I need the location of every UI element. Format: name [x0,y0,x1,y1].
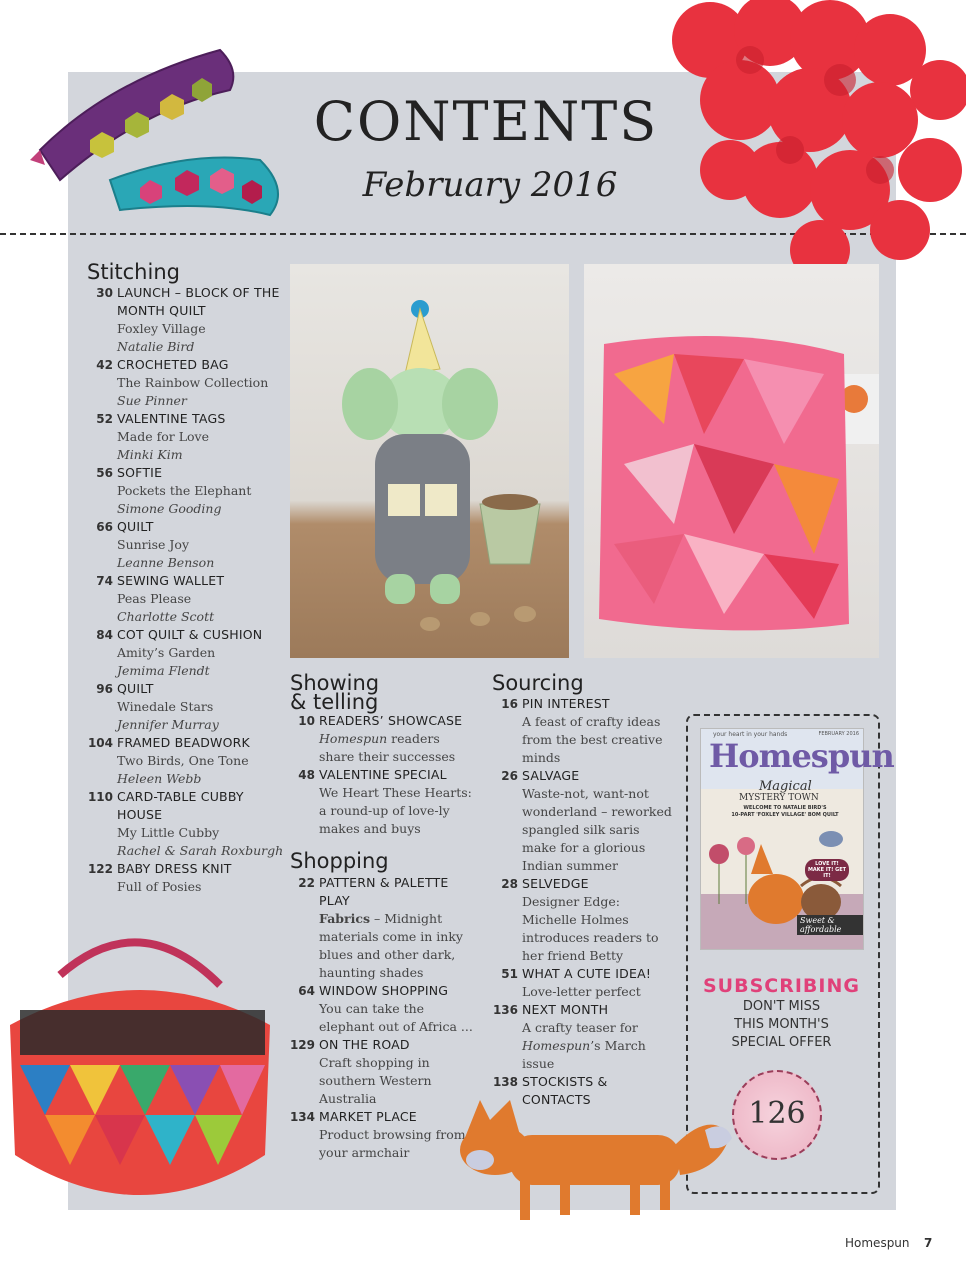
entry-desc: The Rainbow Collection [117,375,269,390]
entry-desc [522,1019,672,1073]
entry-title: READERS’ SHOWCASE [319,713,463,728]
list-item [482,767,672,875]
entry-author: Charlotte Scott [117,609,215,624]
entry-page: 138 [492,1075,518,1089]
entry-desc-em: Homespun [522,1038,591,1053]
entry-title: STOCKISTS & CONTACTS [522,1074,608,1107]
footer-brand: Homespun [845,1236,910,1250]
entry-page: 136 [492,1003,518,1017]
entry-desc: We Heart These Hearts: a round-up of love-ly makes and buys [319,785,472,836]
list-item [77,572,287,626]
entry-desc: Amity’s Garden [117,645,216,660]
entry-page: 129 [289,1038,315,1052]
subscribe-line1: DON'T MISS [742,999,821,1014]
list-item [482,965,672,1001]
cover-badge: LOVE IT! MAKE IT! GET IT! [805,859,849,881]
entry-title: ON THE ROAD [319,1037,410,1052]
entry-desc [319,730,479,766]
shopping-list [279,874,479,1162]
entry-page: 56 [96,466,113,480]
entry-title: FRAMED BEADWORK [117,735,250,750]
entry-title: QUILT [117,519,154,534]
entry-author: Leanne Benson [117,555,215,570]
entry-page: 84 [96,628,113,642]
list-item [279,1036,479,1108]
entry-page: 52 [96,412,113,426]
entry-title: CARD-TABLE CUBBY HOUSE [117,789,244,822]
quilt-photo [584,264,879,658]
sourcing-list [482,695,672,1109]
list-item [77,680,287,734]
entry-author: Minki Kim [117,447,183,462]
showing-heading-line1: Showing [290,671,380,695]
entry-author: Simone Gooding [117,501,222,516]
footer-page-number: 7 [924,1236,933,1250]
list-item [279,712,479,766]
entry-title: PIN INTEREST [522,696,610,711]
entry-title: NEXT MONTH [522,1002,609,1017]
subscribe-line3: SPECIAL OFFER [731,1035,832,1050]
entry-title: BABY DRESS KNIT [117,861,232,876]
entry-desc-em: Homespun [319,731,388,746]
subscribe-text [694,998,869,1052]
entry-desc: My Little Cubby [117,825,220,840]
page-subtitle: February 2016 [362,165,618,205]
entry-page: 28 [501,877,518,891]
cover-brand: Sweet & affordable [797,915,863,935]
entry-author: Jemima Flendt [117,663,210,678]
entry-desc: Winedale Stars [117,699,214,714]
showing-list [279,712,479,838]
entry-desc-rest: – Midnight materials come in inky blues and other dark, haunting shades [319,911,463,980]
fabric-fox-image [450,1090,735,1230]
entry-desc: Craft shopping in southern Western Australia [319,1055,432,1106]
entry-author: Natalie Bird [117,339,195,354]
entry-desc-bold: Fabrics [319,911,371,926]
showing-heading [290,671,380,714]
entry-author: Heleen Webb [117,771,202,786]
entry-desc: Product browsing from your armchair [319,1127,466,1160]
entry-page: 74 [96,574,113,588]
entry-desc: Sunrise Joy [117,537,190,552]
cover-date: FEBRUARY 2016 [818,731,859,737]
list-item [77,860,287,896]
sewing-wallets-image [30,40,280,250]
list-item [279,1108,479,1162]
entry-title: WHAT A CUTE IDEA! [522,966,652,981]
list-item [77,284,287,356]
entry-page: 22 [298,876,315,890]
elephant-illustration [290,264,569,658]
quilt-illustration [584,264,879,658]
entry-title: VALENTINE SPECIAL [319,767,447,782]
entry-desc-pre: A crafty teaser for [522,1020,638,1035]
entry-page: 10 [298,714,315,728]
entry-author: Rachel & Sarah Roxburgh [117,843,284,858]
entry-title: CROCHETED BAG [117,357,229,372]
cover-tagline: your heart in your hands [713,731,788,738]
list-item [482,1001,672,1073]
entry-page: 48 [298,768,315,782]
sourcing-heading: Sourcing [492,671,584,695]
entry-page: 64 [298,984,315,998]
list-item [77,464,287,518]
list-item [279,766,479,838]
entry-desc: A feast of crafty ideas from the best creative minds [522,714,663,765]
entry-page: 16 [501,697,518,711]
entry-desc-rest: readers share their successes [319,731,456,764]
entry-desc: You can take the elephant out of Africa ... [319,1001,473,1034]
entry-page: 42 [96,358,113,372]
entry-page: 51 [501,967,518,981]
entry-title: WINDOW SHOPPING [319,983,449,998]
list-item [77,518,287,572]
elephant-softie-photo [290,264,569,658]
entry-desc: Designer Edge: Michelle Holmes introduces readers to her friend Betty [522,894,659,963]
cover-sub1: WELCOME TO NATALIE BIRD'S [743,805,827,811]
cover-masthead: Homespun [709,737,894,775]
list-item [77,788,287,860]
list-item [77,734,287,788]
entry-desc: Full of Posies [117,879,202,894]
list-item [482,875,672,965]
showing-heading-line2: & telling [290,690,379,714]
entry-desc: Peas Please [117,591,192,606]
entry-desc-post: ’s March issue [522,1038,646,1071]
entry-author: Sue Pinner [117,393,187,408]
list-item [482,695,672,767]
page-title: CONTENTS [313,90,659,153]
entry-desc: Foxley Village [117,321,206,336]
list-item [77,626,287,680]
knitted-hearts-image [640,0,966,300]
entry-desc: Waste-not, want-not wonderland – reworked spangled silk saris make for a glorious Indian summer [522,786,672,873]
entry-desc [319,910,479,982]
entry-page: 104 [87,736,113,750]
list-item [77,410,287,464]
entry-title: VALENTINE TAGS [117,411,226,426]
entry-page: 66 [96,520,113,534]
list-item [279,982,479,1036]
cover-sub2: 10-PART 'FOXLEY VILLAGE' BOM QUILT [731,812,839,818]
entry-title: SEWING WALLET [117,573,225,588]
entry-page: 122 [87,862,113,876]
subscribe-page-badge[interactable] [732,1070,822,1160]
entry-page: 30 [96,286,113,300]
entry-title: SOFTIE [117,465,163,480]
stitching-heading: Stitching [87,260,180,284]
entry-title: COT QUILT & CUSHION [117,627,263,642]
shopping-heading: Shopping [290,849,389,873]
subscribe-heading[interactable]: SUBSCRIBING [703,975,860,997]
entry-title: SALVAGE [522,768,580,783]
list-item [77,356,287,410]
entry-desc: Made for Love [117,429,210,444]
list-item [279,874,479,982]
teal-wallet [110,158,278,216]
entry-desc: Two Birds, One Tone [117,753,249,768]
stitching-list [77,284,287,896]
cover-headline1: Magical [759,779,812,794]
entry-title: QUILT [117,681,154,696]
subscribe-page-number: 126 [748,1096,806,1131]
entry-author: Jennifer Murray [117,717,219,732]
entry-title: SELVEDGE [522,876,589,891]
entry-page: 96 [96,682,113,696]
entry-title: MARKET PLACE [319,1109,417,1124]
entry-page: 26 [501,769,518,783]
crocheted-bag-image [0,915,280,1225]
entry-desc: Pockets the Elephant [117,483,252,498]
entry-page: 134 [289,1110,315,1124]
magazine-cover[interactable] [700,728,894,950]
cover-headline2: MYSTERY TOWN [739,793,819,803]
entry-title: PATTERN & PALETTE PLAY [319,875,449,908]
entry-desc: Love-letter perfect [522,984,641,999]
subscribe-line2: THIS MONTH'S [734,1017,829,1032]
entry-page: 110 [87,790,113,804]
entry-title: LAUNCH – BLOCK OF THE MONTH QUILT [117,285,280,318]
